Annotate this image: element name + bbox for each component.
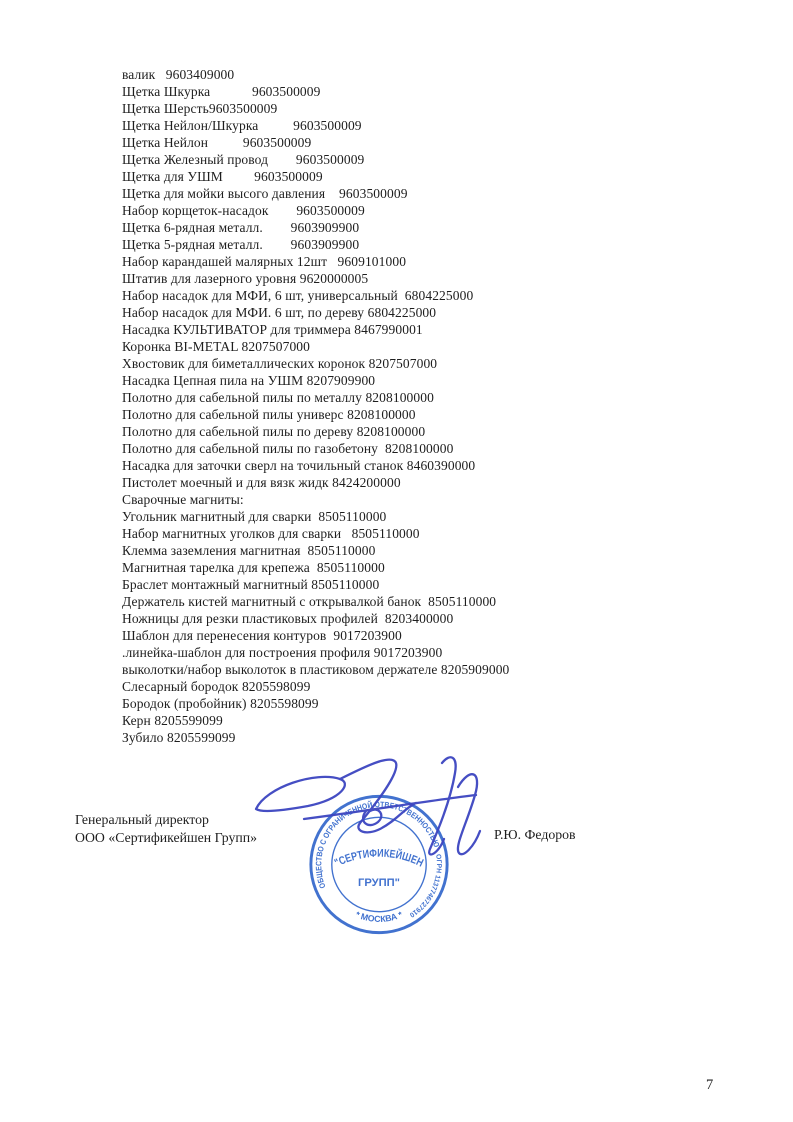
product-line: Набор насадок для МФИ. 6 шт, по дереву 6804225000 bbox=[122, 305, 437, 320]
product-line: Бородок (пробойник) 8205598099 bbox=[122, 696, 319, 711]
product-line: Щетка Нейлон 9603500009 bbox=[122, 135, 312, 150]
product-line: Полотно для сабельной пилы по газобетону 8208100000 bbox=[122, 441, 454, 456]
product-line: Щетка Шкурка 9603500009 bbox=[122, 84, 321, 99]
stamp-center-line1: "СЕРТИФИКЕЙШЕН bbox=[332, 847, 427, 871]
product-line: Щетка Шерсть9603500009 bbox=[122, 101, 278, 116]
product-line: Пистолет моечный и для вязк жидк 8424200000 bbox=[122, 475, 401, 490]
product-line: Сварочные магниты: bbox=[122, 492, 244, 507]
company-name: ООО «Сертификейшен Групп» bbox=[75, 829, 258, 845]
product-line: Хвостовик для биметаллических коронок 8207507000 bbox=[122, 356, 438, 371]
product-line: Насадка КУЛЬТИВАТОР для триммера 8467990001 bbox=[122, 322, 423, 337]
stamp-ogrn-text: ОГРН 1137746727910 bbox=[408, 853, 442, 919]
signature-stroke bbox=[429, 757, 455, 854]
product-line: Полотно для сабельной пилы по дереву 8208100000 bbox=[122, 424, 426, 439]
page-number: 7 bbox=[706, 1077, 714, 1093]
director-block bbox=[75, 811, 257, 846]
product-line: Коронка BI-METAL 8207507000 bbox=[122, 339, 311, 354]
product-list bbox=[122, 66, 509, 746]
director-title: Генеральный директор bbox=[75, 812, 209, 827]
product-line: Ножницы для резки пластиковых профилей 8203400000 bbox=[122, 611, 454, 626]
product-line: Щетка 6-рядная металл. 9603909900 bbox=[122, 220, 360, 235]
stamp-ring-text: ОБЩЕСТВО С ОГРАНИЧЕННОЙ ОТВЕТСТВЕННОСТЬЮ bbox=[314, 800, 442, 890]
signature-stroke bbox=[256, 777, 345, 811]
product-line: Насадка для заточки сверл на точильный станок 8460390000 bbox=[122, 458, 476, 473]
product-line: Щетка Нейлон/Шкурка 9603500009 bbox=[122, 118, 362, 133]
signer-name: Р.Ю. Федоров bbox=[494, 827, 576, 842]
handwritten-signature bbox=[246, 751, 484, 865]
product-line: .линейка-шаблон для построения профиля 9017203900 bbox=[122, 645, 443, 660]
product-line: Щетка для мойки высого давления 9603500009 bbox=[122, 186, 408, 201]
product-line: Щетка 5-рядная металл. 9603909900 bbox=[122, 237, 360, 252]
product-line: Набор насадок для МФИ, 6 шт, универсальный 6804225000 bbox=[122, 288, 474, 303]
product-line: Штатив для лазерного уровня 9620000005 bbox=[122, 271, 369, 286]
product-line: Угольник магнитный для сварки 8505110000 bbox=[122, 509, 387, 524]
product-line: Полотно для сабельной пилы по металлу 8208100000 bbox=[122, 390, 434, 405]
product-line: Щетка Железный провод 9603500009 bbox=[122, 152, 365, 167]
signature-graphic bbox=[246, 751, 484, 865]
product-line: Держатель кистей магнитный с открывалкой банок 8505110000 bbox=[122, 594, 497, 609]
stamp-center-line2: ГРУПП" bbox=[357, 876, 401, 889]
product-line: Магнитная тарелка для крепежа 8505110000 bbox=[122, 560, 385, 575]
product-line: Набор карандашей малярных 12шт 9609101000 bbox=[122, 254, 407, 269]
product-line: Слесарный бородок 8205598099 bbox=[122, 679, 311, 694]
product-line: Набор магнитных уголков для сварки 8505110000 bbox=[122, 526, 420, 541]
product-line: выколотки/набор выколоток в пластиковом держателе 8205909000 bbox=[122, 662, 510, 677]
product-line: Щетка для УШМ 9603500009 bbox=[122, 169, 323, 184]
product-line: Насадка Цепная пила на УШМ 8207909900 bbox=[122, 373, 376, 388]
signature-stroke bbox=[458, 774, 480, 854]
product-line: валик 9603409000 bbox=[122, 67, 235, 82]
product-line: Полотно для сабельной пилы универс 8208100000 bbox=[122, 407, 416, 422]
product-line: Браслет монтажный магнитный 8505110000 bbox=[122, 577, 380, 592]
product-line: Керн 8205599099 bbox=[122, 713, 223, 728]
product-line: Клемма заземления магнитная 8505110000 bbox=[122, 543, 376, 558]
product-line: Шаблон для перенесения контуров 9017203900 bbox=[122, 628, 402, 643]
product-line: Зубило 8205599099 bbox=[122, 730, 236, 745]
stamp-city-text: * МОСКВА * bbox=[354, 909, 404, 924]
product-line: Набор корщеток-насадок 9603500009 bbox=[122, 203, 365, 218]
